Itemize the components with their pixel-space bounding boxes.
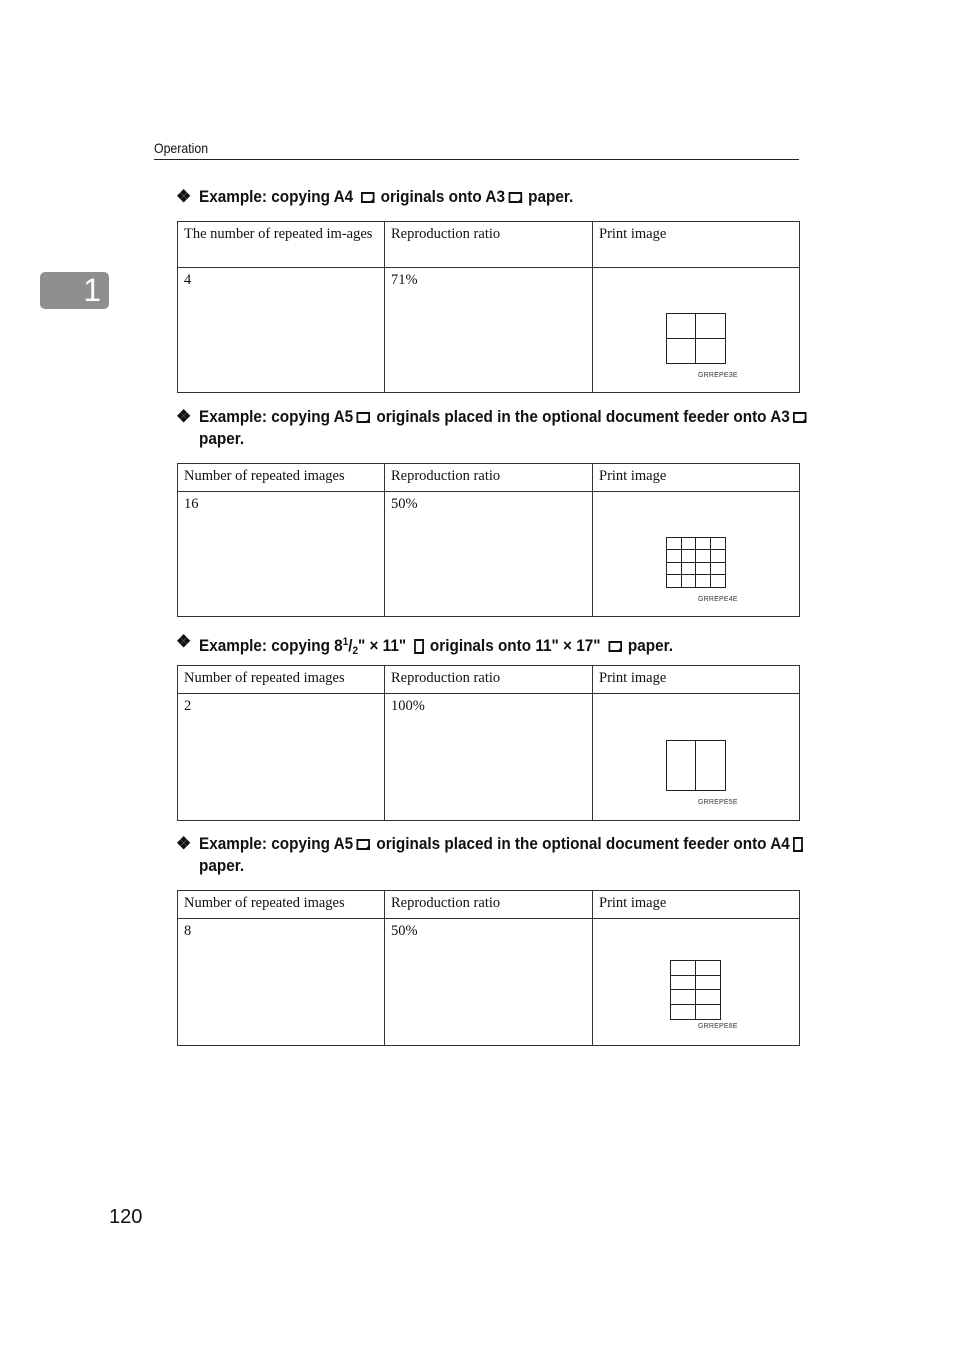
heading-text: paper.: [528, 187, 574, 206]
col-header-ratio: Reproduction ratio: [385, 666, 593, 694]
fraction-denominator: 2: [352, 645, 358, 657]
page-number: 120: [109, 1206, 143, 1228]
table-header-row: [178, 891, 800, 919]
portrait-orientation-icon: [414, 639, 424, 654]
col-header-print-image: Print image: [593, 666, 800, 694]
heading-text: " × 11": [357, 636, 407, 655]
heading-text: Example: copying A5: [199, 834, 354, 853]
ratio-value: 71%: [385, 268, 593, 393]
heading-text: originals placed in the optional document feeder onto A3: [376, 407, 790, 426]
figure-code: GRREPE4E: [698, 596, 738, 603]
ratio-value: 50%: [385, 492, 593, 617]
table-row: [178, 694, 800, 821]
running-header: [154, 138, 799, 160]
repeated-images-value: 8: [178, 919, 385, 1046]
table-header-row: [178, 666, 800, 694]
example-heading-2: [176, 406, 816, 450]
col-header-print-image: Print image: [593, 222, 800, 268]
heading-text: originals placed in the optional document feeder onto A4: [376, 834, 790, 853]
portrait-orientation-icon: [793, 837, 803, 852]
table-header-row: [178, 222, 800, 268]
print-image-cell: [593, 919, 800, 1046]
example-table-4: [177, 890, 800, 1046]
figure-code: GRREPE5E: [698, 799, 738, 806]
col-header-ratio: Reproduction ratio: [385, 222, 593, 268]
heading-text: paper.: [627, 636, 673, 655]
print-image-cell: [593, 492, 800, 617]
heading-text: paper.: [199, 429, 245, 448]
diamond-bullet-icon: ❖: [176, 632, 192, 651]
heading-text: Example: copying A4: [199, 187, 354, 206]
print-image-layout-diagram: [666, 740, 726, 791]
diamond-bullet-icon: ❖: [176, 407, 192, 426]
col-header-ratio: Reproduction ratio: [385, 464, 593, 492]
example-heading-4: [176, 833, 816, 877]
example-table-2: [177, 463, 800, 617]
landscape-orientation-icon: [793, 412, 807, 423]
print-image-layout-diagram: [666, 537, 726, 588]
landscape-orientation-icon: [608, 641, 622, 652]
landscape-orientation-icon: [357, 839, 371, 850]
ratio-value: 100%: [385, 694, 593, 821]
col-header-repeated-images: Number of repeated images: [178, 464, 385, 492]
header-section-title: Operation: [154, 140, 209, 156]
table-row: [178, 492, 800, 617]
print-image-layout-diagram: [670, 960, 721, 1020]
print-image-layout-diagram: [666, 313, 726, 364]
figure-code: GRREPE6E: [698, 1023, 738, 1030]
table-row: [178, 268, 800, 393]
print-image-cell: [593, 268, 800, 393]
col-header-repeated-images: The number of repeated im-ages: [178, 222, 385, 268]
table-row: [178, 919, 800, 1046]
example-table-1: [177, 221, 800, 393]
example-heading-3: [176, 631, 816, 662]
print-image-cell: [593, 694, 800, 821]
fraction: $^1/_2$: [342, 636, 358, 657]
repeated-images-value: 16: [178, 492, 385, 617]
heading-text: Example: copying A5: [199, 407, 354, 426]
heading-text: Example: copying 8: [199, 636, 343, 655]
col-header-ratio: Reproduction ratio: [385, 891, 593, 919]
table-header-row: [178, 464, 800, 492]
heading-text: paper.: [199, 856, 245, 875]
ratio-value: 50%: [385, 919, 593, 1046]
diamond-bullet-icon: ❖: [176, 834, 192, 853]
chapter-number: 1: [83, 272, 101, 308]
repeated-images-value: 4: [178, 268, 385, 393]
col-header-print-image: Print image: [593, 464, 800, 492]
example-table-3: [177, 665, 800, 821]
heading-text: originals onto 11" × 17": [429, 636, 601, 655]
landscape-orientation-icon: [357, 412, 371, 423]
fraction-numerator: 1: [342, 636, 349, 648]
col-header-print-image: Print image: [593, 891, 800, 919]
example-heading-1: [176, 186, 816, 208]
landscape-orientation-icon: [361, 192, 375, 203]
col-header-repeated-images: Number of repeated images: [178, 666, 385, 694]
col-header-repeated-images: Number of repeated images: [178, 891, 385, 919]
figure-code: GRREPE3E: [698, 372, 738, 379]
diamond-bullet-icon: ❖: [176, 187, 192, 206]
landscape-orientation-icon: [509, 192, 522, 203]
chapter-tab: [40, 272, 109, 309]
repeated-images-value: 2: [178, 694, 385, 821]
heading-text: originals onto A3: [380, 187, 505, 206]
